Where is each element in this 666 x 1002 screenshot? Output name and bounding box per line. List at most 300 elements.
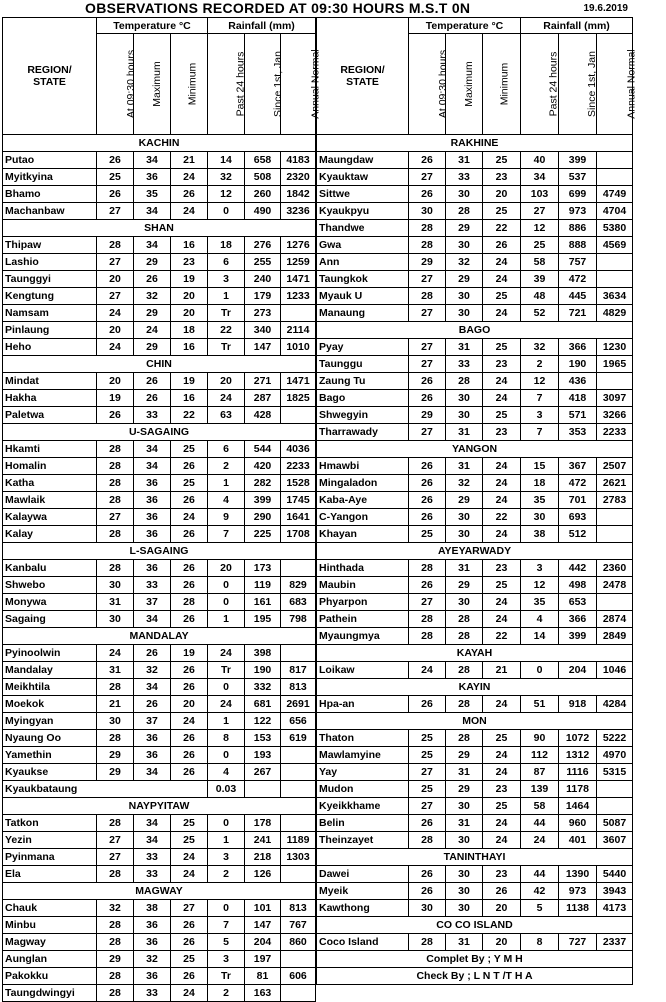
section-title: KAYAH [317,645,633,662]
temp-max: 32 [134,662,171,679]
station-row [3,645,316,662]
temp-max: 30 [446,883,483,900]
temp-max: 36 [134,492,171,509]
station-name: Hpa-an [317,696,409,713]
rain-past24: 5 [521,900,559,917]
rain-past24: 24 [208,696,245,713]
rain-since-jan: 340 [245,322,281,339]
rain-since-jan: 273 [245,305,281,322]
station-row [3,441,316,458]
section-row [3,798,316,815]
section-row [317,917,633,934]
section-row [317,135,633,152]
temp-max: 30 [446,900,483,917]
station-row [3,458,316,475]
rain-since-jan: 178 [245,815,281,832]
temp-0930: 25 [409,747,446,764]
temp-min: 25 [171,951,208,968]
temp-min: 24 [483,815,521,832]
rain-past24: 12 [208,186,245,203]
temp-min: 20 [483,934,521,951]
station-row [3,186,316,203]
rain-annual-normal [281,781,316,798]
temp-min: 26 [171,458,208,475]
rain-annual-normal: 4829 [597,305,633,322]
station-name: Homalin [3,458,97,475]
temp-0930: 27 [409,764,446,781]
temp-max: 34 [134,764,171,781]
temp-min: 28 [171,594,208,611]
rain-annual-normal [597,169,633,186]
rain-since-jan: 512 [559,526,597,543]
station-row [317,577,633,594]
temp-min: 26 [171,492,208,509]
rain-annual-normal: 2478 [597,577,633,594]
temp-0930: 24 [97,645,134,662]
station-row [317,730,633,747]
temp-min: 19 [171,645,208,662]
temp-min: 24 [171,509,208,526]
temp-max: 37 [134,594,171,611]
rain-annual-normal: 5380 [597,220,633,237]
temp-max: 36 [134,560,171,577]
rain-past24: 39 [521,271,559,288]
station-row [3,900,316,917]
temp-0930: 26 [97,407,134,424]
temp-max: 26 [134,271,171,288]
rain-annual-normal: 860 [281,934,316,951]
rain-since-jan: 498 [559,577,597,594]
temp-min: 26 [483,883,521,900]
rain-annual-normal [597,373,633,390]
rain-annual-normal [281,866,316,883]
station-name: Pyinoolwin [3,645,97,662]
temp-0930: 28 [97,934,134,951]
rain-since-jan: 271 [245,373,281,390]
rain-since-jan [245,781,281,798]
temp-0930: 27 [97,849,134,866]
rain-annual-normal: 829 [281,577,316,594]
rain-since-jan: 701 [559,492,597,509]
rain-past24: 3 [208,951,245,968]
temp-max: 28 [446,373,483,390]
temp-0930: 28 [97,492,134,509]
station-row [317,611,633,628]
temp-min: 24 [483,458,521,475]
station-name: Tatkon [3,815,97,832]
station-name: Sittwe [317,186,409,203]
rain-past24: 12 [521,373,559,390]
station-row [3,560,316,577]
annual-normal-header: Annual Normal [281,34,316,135]
temp-min: 24 [483,832,521,849]
temp-max: 33 [134,866,171,883]
rain-annual-normal: 3607 [597,832,633,849]
station-row [3,985,316,1002]
station-name: Yay [317,764,409,781]
rain-since-jan: 1178 [559,781,597,798]
temp-0930: 19 [97,390,134,407]
rain-past24: 0 [208,203,245,220]
temp-max: 28 [446,662,483,679]
rain-annual-normal [281,560,316,577]
temp-min: 25 [171,441,208,458]
temp-0930: 26 [409,883,446,900]
rain-annual-normal: 3634 [597,288,633,305]
rain-annual-normal: 3266 [597,407,633,424]
station-row [3,305,316,322]
station-row [3,747,316,764]
rain-past24: 48 [521,288,559,305]
temp-min: 23 [483,560,521,577]
rain-since-jan: 418 [559,390,597,407]
section-row [3,424,316,441]
report-title: OBSERVATIONS RECORDED AT 09:30 HOURS M.S.T 0N [85,0,471,16]
temp-max: 29 [446,747,483,764]
temp-max: 31 [446,152,483,169]
rain-annual-normal: 767 [281,917,316,934]
station-name: Dawei [317,866,409,883]
temp-max: 30 [446,407,483,424]
temp-max: 30 [446,186,483,203]
rain-since-jan: 721 [559,305,597,322]
rain-annual-normal: 1010 [281,339,316,356]
station-name: Taungdwingyi [3,985,97,1002]
station-row [3,339,316,356]
station-row [3,390,316,407]
rain-since-jan: 122 [245,713,281,730]
station-name: Thipaw [3,237,97,254]
temp-0930: 28 [97,441,134,458]
station-row [3,934,316,951]
rain-annual-normal: 4173 [597,900,633,917]
temp-0930: 30 [97,577,134,594]
station-row [3,662,316,679]
rain-annual-normal: 5222 [597,730,633,747]
station-row [317,747,633,764]
temp-min: 26 [171,611,208,628]
temp-min: 20 [171,696,208,713]
rain-annual-normal: 1745 [281,492,316,509]
station-name: Tharrawady [317,424,409,441]
region-header: REGION/ STATE [3,18,97,135]
section-title: NAYPYITAW [3,798,316,815]
station-name: Putao [3,152,97,169]
station-row [317,339,633,356]
temp-max: 31 [446,458,483,475]
temp-0930: 28 [409,934,446,951]
rain-past24: 0 [208,900,245,917]
rain-annual-normal: 2783 [597,492,633,509]
station-name: Bhamo [3,186,97,203]
station-row [317,764,633,781]
temp-min: 16 [171,390,208,407]
station-name: Shwegyin [317,407,409,424]
temp-min: 26 [171,934,208,951]
rain-since-jan: 399 [559,628,597,645]
rain-since-jan: 973 [559,203,597,220]
rain-annual-normal: 4970 [597,747,633,764]
temp-min: 24 [171,866,208,883]
temp-0930: 31 [97,662,134,679]
station-row [317,407,633,424]
station-name: Minbu [3,917,97,934]
rain-since-jan: 147 [245,917,281,934]
rain-since-jan: 571 [559,407,597,424]
section-title: BAGO [317,322,633,339]
rain-annual-normal [597,781,633,798]
station-row [3,237,316,254]
temp-max: 28 [446,696,483,713]
temp-0930: 26 [409,390,446,407]
station-row [3,169,316,186]
temp-min: 25 [171,475,208,492]
temp-min: 21 [483,662,521,679]
temp-min: 19 [171,271,208,288]
station-name: Bago [317,390,409,407]
past24-header: Past 24 hours [208,34,245,135]
station-row [3,832,316,849]
temp-0930: 24 [97,339,134,356]
station-name: Katha [3,475,97,492]
temp-max: 29 [134,339,171,356]
rain-since-jan: 267 [245,764,281,781]
temp-min: 24 [483,526,521,543]
station-name: Monywa [3,594,97,611]
rain-past24: 32 [521,339,559,356]
temp-max: 33 [134,985,171,1002]
temp-max: 33 [134,577,171,594]
station-name: Pyinmana [3,849,97,866]
station-name: Zaung Tu [317,373,409,390]
rain-annual-normal: 1965 [597,356,633,373]
rain-past24: 0 [208,815,245,832]
rain-since-jan: 241 [245,832,281,849]
rain-annual-normal: 2849 [597,628,633,645]
rain-past24: 44 [521,815,559,832]
rain-since-jan: 260 [245,186,281,203]
rain-since-jan: 1116 [559,764,597,781]
rain-annual-normal: 5440 [597,866,633,883]
rain-past24: 87 [521,764,559,781]
rain-since-jan: 399 [559,152,597,169]
temp-max: 30 [446,390,483,407]
temp-max: 30 [446,594,483,611]
temp-0930: 28 [97,237,134,254]
rain-past24: 35 [521,594,559,611]
rain-past24: 0 [208,747,245,764]
rain-annual-normal: 4749 [597,186,633,203]
rain-since-jan: 101 [245,900,281,917]
temp-max: 36 [134,730,171,747]
station-row [317,220,633,237]
temp-min: 23 [483,169,521,186]
station-name: Lashio [3,254,97,271]
rain-annual-normal: 1046 [597,662,633,679]
temp-0930: 28 [97,475,134,492]
station-row [3,849,316,866]
temp-min: 24 [483,492,521,509]
temp-max: 38 [134,900,171,917]
station-name: Pyay [317,339,409,356]
station-row [317,815,633,832]
section-title: KAYIN [317,679,633,696]
rain-past24: 7 [208,917,245,934]
station-name: Kaba-Aye [317,492,409,509]
rain-past24: 32 [208,169,245,186]
section-title: TANINTHAYI [317,849,633,866]
rain-past24: 24 [521,832,559,849]
temp-max: 34 [134,441,171,458]
rain-past24: 9 [208,509,245,526]
station-row [317,356,633,373]
rain-annual-normal: 2507 [597,458,633,475]
temp-0930: 26 [409,373,446,390]
rain-annual-normal: 2233 [597,424,633,441]
temp-max: 34 [134,832,171,849]
temp-max: 31 [446,815,483,832]
section-row [317,849,633,866]
rain-past24: 1 [208,832,245,849]
rain-annual-normal: 1708 [281,526,316,543]
station-name: Myaungmya [317,628,409,645]
section-title: U-SAGAING [3,424,316,441]
rain-since-jan: 366 [559,339,597,356]
temp-min: 20 [171,288,208,305]
temp-0930: 28 [97,560,134,577]
rain-past24: 6 [208,441,245,458]
temp-min: 26 [171,679,208,696]
temp-0930: 32 [97,900,134,917]
temp-min: 25 [483,407,521,424]
rain-annual-normal: 3943 [597,883,633,900]
report-header [0,0,634,18]
rain-since-jan: 757 [559,254,597,271]
rain-since-jan: 886 [559,220,597,237]
rain-annual-normal: 1471 [281,271,316,288]
rain-past24: 112 [521,747,559,764]
rain-annual-normal: 4569 [597,237,633,254]
temp-0930: 26 [409,458,446,475]
station-name: Maungdaw [317,152,409,169]
station-name: Aunglan [3,951,97,968]
rain-since-jan: 1072 [559,730,597,747]
rain-past24: 42 [521,883,559,900]
station-row [317,662,633,679]
temp-max: 28 [446,730,483,747]
temp-0930: 29 [97,764,134,781]
station-row [317,798,633,815]
temperature-header: Temperature °C [97,18,208,34]
station-row [317,152,633,169]
station-name: Gwa [317,237,409,254]
temp-max: 29 [134,305,171,322]
temp-min: 24 [483,747,521,764]
rain-annual-normal: 3236 [281,203,316,220]
section-title: CO CO ISLAND [317,917,633,934]
rain-past24: 5 [208,934,245,951]
station-name: Pinlaung [3,322,97,339]
temp-max: 36 [134,934,171,951]
rain-past24: 4 [208,492,245,509]
temp-0930: 28 [97,679,134,696]
rain-past24: 40 [521,152,559,169]
station-row [3,271,316,288]
station-row [3,730,316,747]
temp-min: 22 [483,628,521,645]
rain-since-jan: 197 [245,951,281,968]
station-row [3,764,316,781]
rain-annual-normal [597,798,633,815]
rain-annual-normal [281,985,316,1002]
rain-annual-normal [597,594,633,611]
rain-annual-normal [281,407,316,424]
temp-max: 30 [446,798,483,815]
rain-since-jan: 126 [245,866,281,883]
temp-0930: 26 [409,492,446,509]
rain-since-jan: 445 [559,288,597,305]
temp-0930: 24 [409,662,446,679]
temp-min: 24 [483,475,521,492]
rain-since-jan: 225 [245,526,281,543]
rain-since-jan: 204 [245,934,281,951]
temp-max: 36 [134,169,171,186]
temp-0930: 26 [97,186,134,203]
rain-annual-normal: 798 [281,611,316,628]
rain-past24: 30 [521,509,559,526]
rain-annual-normal [281,305,316,322]
temp-0930: 28 [97,730,134,747]
rain-past24: 20 [208,373,245,390]
section-row [3,220,316,237]
footer-row [317,968,633,985]
temp-max: 36 [134,968,171,985]
temp-max: 29 [446,781,483,798]
section-row [317,713,633,730]
temp-0930: 27 [409,169,446,186]
station-name: Namsam [3,305,97,322]
temp-0930: 26 [409,152,446,169]
section-row [3,356,316,373]
station-name: Yamethin [3,747,97,764]
rain-annual-normal: 1230 [597,339,633,356]
station-name: Heho [3,339,97,356]
section-title: L-SAGAING [3,543,316,560]
station-row [317,288,633,305]
station-name: Hmawbi [317,458,409,475]
temp-min: 23 [483,781,521,798]
rain-past24: 25 [521,237,559,254]
temp-min: 25 [483,152,521,169]
rain-past24: 0.03 [208,781,245,798]
station-row [3,203,316,220]
temp-0930: 25 [409,526,446,543]
temp-max: 26 [134,645,171,662]
station-row [317,934,633,951]
maximum-header: Maximum [446,34,483,135]
temp-max: 34 [134,203,171,220]
temp-0930: 28 [409,832,446,849]
station-row [3,951,316,968]
rain-annual-normal [597,509,633,526]
temp-min: 26 [171,730,208,747]
rain-annual-normal: 656 [281,713,316,730]
temp-max: 36 [134,917,171,934]
station-name: Taunggyi [3,271,97,288]
rain-past24: 12 [521,220,559,237]
rain-since-jan: 442 [559,560,597,577]
rain-since-jan: 190 [245,662,281,679]
